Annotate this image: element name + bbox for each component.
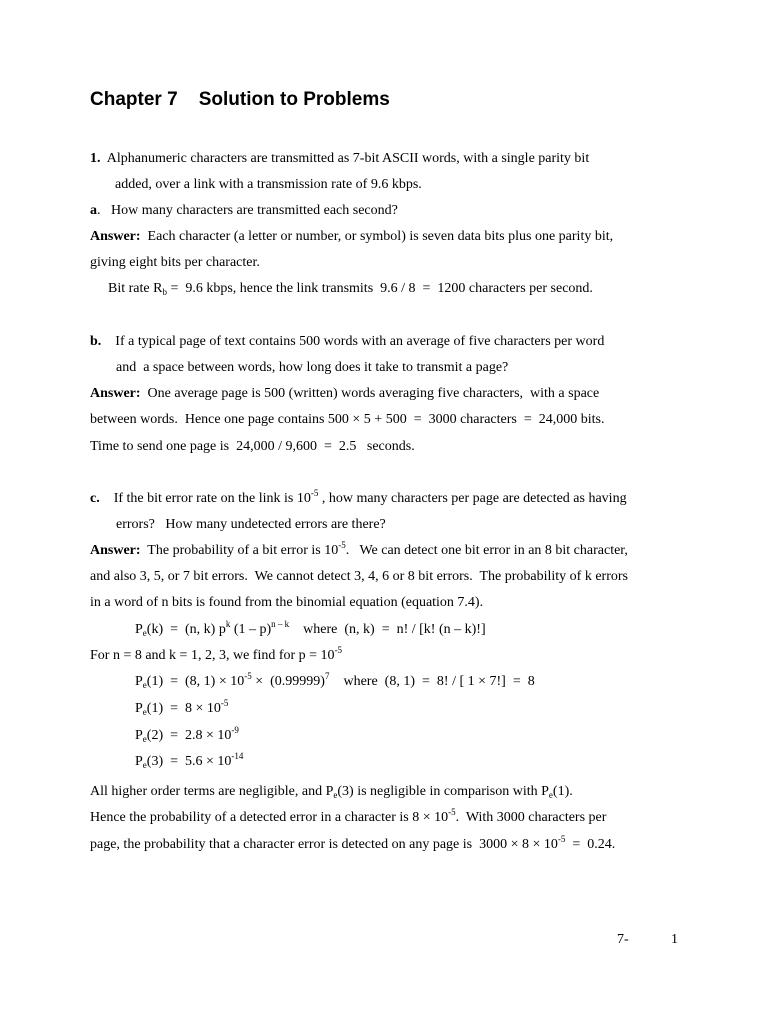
part-b-label: b. — [90, 334, 102, 349]
part-a-answer-line-1 — [90, 228, 613, 245]
equation-pe2: $P_e(2) = 2.8 \times 10^{-9}$ — [135, 725, 239, 744]
conclusion-line-2: Hence the probability of a detected error in a character is $8 \times 10^{-5}$. With 3000 characters per — [90, 807, 607, 825]
footer-page-number: 1 — [671, 932, 678, 947]
part-c-answer-line-2: and also 3, 5, or 7 bit errors. We cannot detect 3, 4, 6 or 8 bit errors. The probability of k errors — [90, 569, 628, 584]
part-c-answer-line-3: in a word of n bits is found from the binomial equation (equation 7.4). — [90, 595, 484, 610]
problem-number: 1. — [90, 151, 101, 166]
problem-1-text: Alphanumeric characters are transmitted as 7-bit ASCII words, with a single parity bit — [106, 151, 590, 166]
page-title: Chapter 7 Solution to Problems — [90, 89, 390, 110]
part-a-question — [90, 202, 398, 219]
part-c-question-line-1: c. If the bit error rate on the link is $10^{-5}$ , how many characters per page are detected as having — [90, 488, 627, 506]
part-a-answer-text: Each character (a letter or number, or symbol) is seven data bits plus one parity bit, — [147, 229, 614, 244]
problem-1-line-1 — [90, 150, 589, 167]
part-c-question-line-2: errors? How many undetected errors are there? — [116, 517, 386, 532]
part-b-answer-line-1: Answer: One average page is 500 (written) words averaging five characters, with a space — [90, 386, 600, 401]
conclusion-line-1: All higher order terms are negligible, and $P_e(3)$ is negligible in comparison with $P_e(1)$. — [90, 784, 573, 800]
part-a-label: a — [90, 203, 97, 218]
part-b-answer-line-3: Time to send one page is 24,000 / 9,600 = 2.5 seconds. — [90, 439, 415, 454]
equation-pe1: $P_e(1) = 8 \times 10^{-5}$ — [135, 698, 229, 717]
answer-label: Answer: — [90, 543, 141, 558]
part-a-answer-line-2: giving eight bits per character. — [90, 255, 260, 270]
answer-label: Answer: — [90, 386, 141, 401]
parameters-line: For n = 8 and k = 1, 2, 3, we find for $p = 10^{-5}$ — [90, 645, 343, 663]
part-c-answer-line-1: Answer: The probability of a bit error is $10^{-5}$. We can detect one bit error in an 8 bit character, — [90, 540, 628, 558]
part-a-bitrate-line: Bit rate $R_b = 9.6$ kbps, hence the link transmits 9.6 / 8 = 1200 characters per second. — [108, 281, 593, 297]
equation-pe3: $P_e(3) = 5.6 \times 10^{-14}$ — [135, 751, 244, 770]
footer-chapter: 7- — [617, 932, 629, 947]
equation-pe1-expanded: $P_e(1) = (8$, $1) \times 10^{-5} \times (0.99999)^7$ where (8, 1) = 8! / [ 1 × 7!] = 8 — [135, 671, 535, 690]
part-b-answer-line-2: between words. Hence one page contains 500 × 5 + 500 = 3000 characters = 24,000 bits. — [90, 412, 605, 427]
part-c-label: c. — [90, 491, 100, 506]
problem-1-line-2: added, over a link with a transmission rate of 9.6 kbps. — [115, 177, 422, 192]
answer-label: Answer: — [90, 229, 141, 244]
part-a-question-text: . How many characters are transmitted each second? — [97, 203, 398, 218]
part-b-question-line-1: b. If a typical page of text contains 500 words with an average of five characters per word — [90, 334, 605, 349]
part-b-question-line-2: and a space between words, how long does it take to transmit a page? — [116, 360, 509, 375]
binomial-equation: $P_e(k) = (n$, k) $p^k$ (1 – p)$^{n - k}$ where (n, k) = n! / [k! (n – k)!] — [135, 619, 486, 638]
conclusion-line-3: page, the probability that a character error is detected on any page is $3000 \times 8 \times 10^{-5} = 0.24$. — [90, 834, 616, 852]
